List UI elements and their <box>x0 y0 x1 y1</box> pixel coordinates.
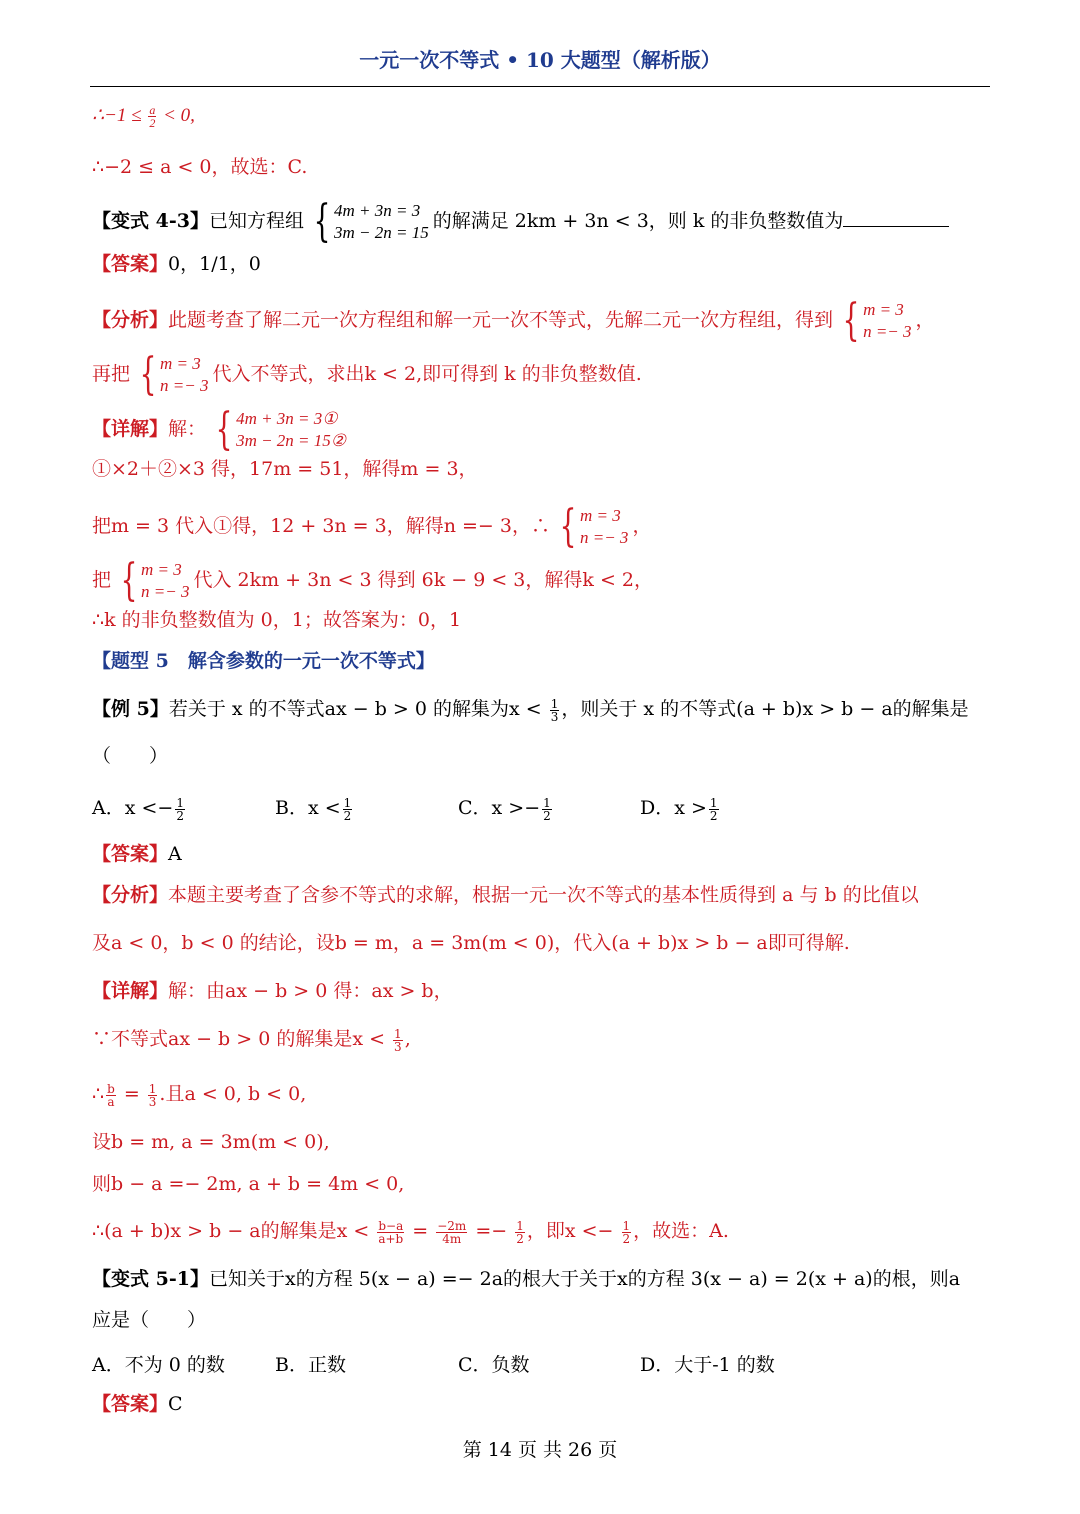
frac-den: 2 <box>176 808 184 823</box>
v51-option-a[interactable]: A．不为 0 的数 <box>92 1354 225 1376</box>
ex5-detail-line-6 <box>92 1219 729 1245</box>
detail-6-post: ，故选：A. <box>633 1220 729 1242</box>
detail-6-mid: ，即x <− <box>526 1220 620 1242</box>
frac-den: 4m <box>442 1231 462 1246</box>
frac-num: 1 <box>343 795 352 810</box>
detail-2-end: ， <box>632 515 652 537</box>
frac-num: 1 <box>709 795 718 810</box>
v51-option-b[interactable]: B．正数 <box>275 1354 346 1376</box>
detail-3-post: .且a < 0, b < 0, <box>159 1083 307 1105</box>
detail-2-fraction <box>393 1028 403 1053</box>
option-b-fraction <box>343 797 353 822</box>
question-intro: 已知方程组 <box>208 210 304 232</box>
detail-system: { 4m + 3n = 3① 3m − 2n = 15② <box>215 404 347 455</box>
answer-tag: 答案 <box>111 253 150 275</box>
prev-l1-prefix: ∴−1 ≤ <box>92 105 147 126</box>
variant-5-1-question: 【变式 5-1】已知关于x的方程 5(x − a) =− 2a的根大于关于x的方程 3(x − a) = 2(x + a)的根，则a <box>92 1268 961 1290</box>
detail-2-text: 把m = 3 代入①得，12 + 3n = 3，解得n =− 3，∴ <box>92 515 550 537</box>
detail-6-eq2: =− <box>469 1220 514 1242</box>
detail-pre: 解： <box>168 418 207 440</box>
frac-den: 3 <box>148 1094 157 1109</box>
frac-den: 3 <box>394 1039 402 1054</box>
detail-line-3 <box>92 555 653 606</box>
option-d-text: D．x > <box>640 797 707 819</box>
frac-num: 1 <box>516 1218 524 1233</box>
variant-4-3-analysis: 【分析】此题考查了解二元一次方程组和解一元一次不等式，先解二元一次方程组，得到 { m = 3 n =− 3 ， <box>92 295 935 346</box>
example-5-answer: 【答案】A <box>92 843 182 865</box>
frac-num: 1 <box>543 795 551 810</box>
variant-tag: 变式 5-1 <box>111 1268 190 1290</box>
system-row-2: n =− 3 <box>863 322 912 341</box>
question-post: ，则关于 x 的不等式(a + b)x > b − a的解集是 <box>561 698 969 720</box>
frac-num: a <box>149 103 156 118</box>
variant-5-1-answer: 【答案】C <box>92 1393 183 1415</box>
system-row-2: 3m − 2n = 15 <box>334 223 429 242</box>
detail-2-post: , <box>404 1028 411 1050</box>
example-5-detail: 【详解】解：由ax − b > 0 得：ax > b， <box>92 980 453 1002</box>
option-a-fraction <box>175 797 185 822</box>
prev-l1-suffix: < 0, <box>158 105 195 126</box>
system-row-1: m = 3 <box>160 354 201 373</box>
frac-den: 2 <box>343 808 352 823</box>
frac-num: −2m <box>437 1218 467 1233</box>
ex5-detail-line-2 <box>92 1027 411 1053</box>
question-pre: 若关于 x 的不等式ax − b > 0 的解集为x < <box>168 698 548 720</box>
ex5-detail-line-5: 则b − a =− 2m, a + b = 4m < 0, <box>92 1173 405 1195</box>
detail-3-system: { m = 3 n =− 3 <box>120 555 190 606</box>
detail-3-pre: 把 <box>92 569 112 591</box>
analysis-text: 此题考查了解二元一次方程组和解一元一次不等式，先解二元一次方程组，得到 <box>168 309 834 331</box>
question-text: 已知关于x的方程 5(x − a) =− 2a的根大于关于x的方程 3(x − a) = 2(x + a)的根，则a <box>208 1268 961 1290</box>
example-5-paren: （ ） <box>92 745 169 767</box>
option-c-text: C．x >− <box>458 797 541 819</box>
option-a[interactable] <box>92 793 187 822</box>
detail-6-fraction-2 <box>436 1220 467 1245</box>
equation-system <box>308 196 429 247</box>
prev-l1-fraction <box>148 104 156 129</box>
option-c[interactable] <box>458 793 554 822</box>
analysis-2-system: { m = 3 n =− 3 <box>139 349 209 400</box>
frac-num: 1 <box>148 1081 157 1096</box>
answer-value: 0，1/1，0 <box>168 253 261 275</box>
example-5-question: 【例 5】若关于 x 的不等式ax − b > 0 的解集为x < $\frac{1}{3}$ ，则关于 x 的不等式(a + b)x > b − a的解集是 <box>92 696 969 724</box>
analysis-2-post: 代入不等式，求出k < 2,即可得到 k 的非负整数值. <box>212 363 642 385</box>
example-5-analysis: 【分析】本题主要考查了含参不等式的求解，根据一元一次不等式的基本性质得到 a 与 b 的比值以 <box>92 884 919 906</box>
variant-4-3-analysis-2 <box>92 349 642 400</box>
option-b[interactable] <box>275 793 354 822</box>
detail-2-pre: ∵不等式ax − b > 0 的解集是x < <box>92 1028 392 1050</box>
detail-2-system: { m = 3 n =− 3 <box>559 501 629 552</box>
frac-num: b <box>107 1081 115 1096</box>
option-b-text: B．x < <box>275 797 341 819</box>
answer-value: C <box>168 1393 183 1415</box>
frac-num: 1 <box>550 696 559 711</box>
ex5-detail-line-3 <box>92 1082 306 1108</box>
variant-4-3-question <box>92 196 949 247</box>
frac-den: 2 <box>516 1231 524 1246</box>
option-c-fraction <box>542 797 552 822</box>
header-divider <box>90 86 990 87</box>
variant-4-3-detail: 【详解】解： { 4m + 3n = 3① 3m − 2n = 15② <box>92 404 347 455</box>
detail-3-fraction-1 <box>106 1083 116 1108</box>
frac-den: 2 <box>709 808 718 823</box>
frac-num: 1 <box>394 1026 402 1041</box>
answer-value: A <box>168 843 182 865</box>
analysis-2-pre: 再把 <box>92 363 131 385</box>
frac-num: 1 <box>176 795 184 810</box>
system-row-1: m = 3 <box>141 560 182 579</box>
detail-3-mid: = <box>117 1083 146 1105</box>
system-row-1: 4m + 3n = 3 <box>334 201 421 220</box>
example-tag: 例 5 <box>111 698 150 720</box>
analysis-tag: 分析 <box>111 884 150 906</box>
system-row-1: m = 3 <box>863 300 904 319</box>
analysis-tag: 分析 <box>111 309 150 331</box>
option-a-text: A．x <− <box>92 797 174 819</box>
detail-3-fraction-2 <box>148 1083 158 1108</box>
v51-option-c[interactable]: C．负数 <box>458 1354 530 1376</box>
system-row-2: n =− 3 <box>141 582 190 601</box>
detail-tag: 详解 <box>111 418 150 440</box>
system-row-2: n =− 3 <box>160 376 209 395</box>
option-d[interactable] <box>640 793 721 822</box>
analysis-text: 本题主要考查了含参不等式的求解，根据一元一次不等式的基本性质得到 a 与 b 的比值以 <box>168 884 919 906</box>
frac-den: a+b <box>378 1231 404 1246</box>
frac-den: a <box>107 1094 115 1109</box>
system-row-1: m = 3 <box>579 506 621 525</box>
ex5-detail-line-4: 设b = m, a = 3m(m < 0), <box>92 1131 330 1153</box>
question-fraction <box>550 698 560 723</box>
detail-6-fraction-3 <box>515 1220 525 1245</box>
prev-line-1 <box>92 104 195 129</box>
detail-6-fraction-1 <box>377 1220 404 1245</box>
brace-glyph: { <box>313 196 331 247</box>
detail-6-eq: = <box>406 1220 435 1242</box>
section-5-heading: 【题型 5 解含参数的一元一次不等式】 <box>92 650 435 672</box>
frac-den: 2 <box>543 808 551 823</box>
answer-blank <box>843 208 949 227</box>
variant-4-3-answer: 【答案】0，1/1，0 <box>92 253 261 275</box>
tag-text: 变式 4-3 <box>111 210 190 232</box>
example-5-analysis-2: 及a < 0，b < 0 的结论，设b = m，a = 3m(m < 0)，代入(a + b)x > b − a即可得解. <box>92 932 850 954</box>
system-row-2: n =− 3 <box>579 528 629 547</box>
question-condition: 的解满足 2km + 3n < 3，则 k 的非负整数值为 <box>432 210 844 232</box>
section-title: 题型 5 解含参数的一元一次不等式 <box>111 650 416 672</box>
analysis-system: { m = 3 n =− 3 <box>842 295 912 346</box>
option-d-fraction <box>709 797 719 822</box>
answer-tag: 答案 <box>111 1393 150 1415</box>
detail-3-pre: ∴ <box>92 1083 105 1105</box>
prev-line-2: ∴−2 ≤ a < 0，故选：C. <box>92 156 308 178</box>
variant-4-3-tag: 【变式 4-3】 <box>92 210 209 232</box>
detail-text: 解：由ax − b > 0 得：ax > b， <box>168 980 453 1002</box>
detail-3-post: 代入 2km + 3n < 3 得到 6k − 9 < 3，解得k < 2， <box>193 569 653 591</box>
detail-6-pre: ∴(a + b)x > b − a的解集是x < <box>92 1220 376 1242</box>
v51-option-d[interactable]: D．大于-1 的数 <box>640 1354 775 1376</box>
answer-tag: 答案 <box>111 843 150 865</box>
variant-5-1-question-2: 应是（ ） <box>92 1309 207 1331</box>
detail-tag: 详解 <box>111 980 150 1002</box>
detail-6-fraction-4 <box>622 1220 632 1245</box>
frac-den: 2 <box>149 116 156 131</box>
frac-num: 1 <box>622 1218 631 1233</box>
detail-line-2 <box>92 501 652 552</box>
system-row-2: 3m − 2n = 15② <box>236 431 347 450</box>
page-header-title: 一元一次不等式 • 10 大题型（解析版） <box>359 48 721 72</box>
system-row-1: 4m + 3n = 3① <box>236 409 338 428</box>
analysis-end: ， <box>915 309 935 331</box>
detail-line-4: ∴k 的非负整数值为 0，1；故答案为：0，1 <box>92 609 462 631</box>
frac-den: 2 <box>622 1231 631 1246</box>
frac-num: b−a <box>378 1218 404 1233</box>
page-number: 第 14 页 共 26 页 <box>462 1439 618 1461</box>
frac-den: 3 <box>550 709 559 724</box>
detail-line-1: ①×2＋②×3 得，17m = 51，解得m = 3， <box>92 458 478 480</box>
